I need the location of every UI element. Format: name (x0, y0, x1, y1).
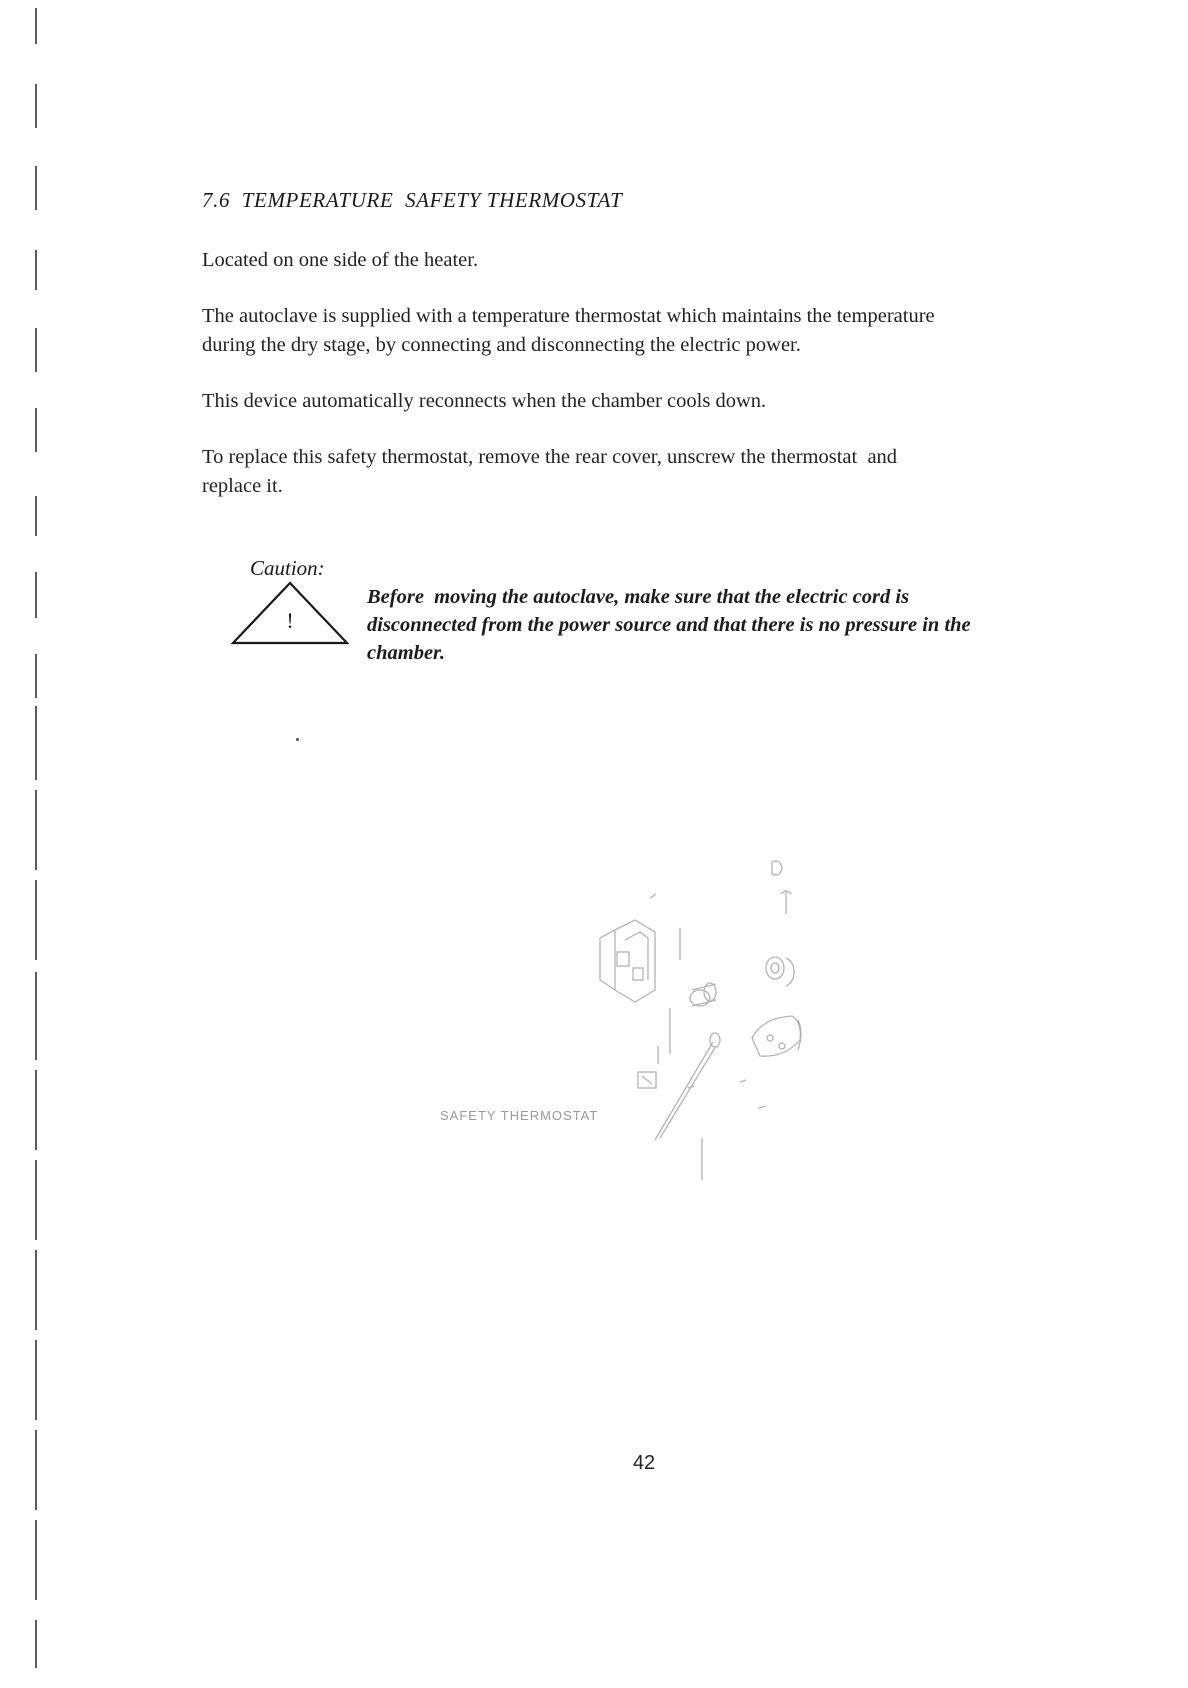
caution-label: Caution: (250, 556, 325, 580)
caution-line: Before moving the autoclave, make sure that the electric cord is (367, 586, 910, 608)
section-title: 7.6 TEMPERATURE SAFETY THERMOSTAT (202, 188, 623, 212)
paragraph-thermostat-function (202, 302, 935, 360)
caution-message (367, 583, 971, 667)
caution-line: chamber. (367, 642, 446, 664)
paragraph-line: replace it. (202, 475, 283, 497)
paragraph-heater-location (202, 246, 478, 275)
thermostat-exploded-diagram (420, 820, 850, 1200)
paragraph-auto-reconnect (202, 387, 766, 416)
figure-label: SAFETY THERMOSTAT (440, 1108, 599, 1123)
binding-marks (34, 0, 38, 1688)
paragraph-line: The autoclave is supplied with a temperature thermostat which maintains the temperature (202, 305, 935, 327)
paragraph-line: To replace this safety thermostat, remove the rear cover, unscrew the thermostat and (202, 446, 898, 468)
caution-line: disconnected from the power source and that there is no pressure in the (367, 614, 971, 636)
warning-exclamation: ! (286, 608, 294, 633)
scan-speck (296, 738, 299, 741)
warning-triangle-icon (230, 580, 350, 646)
paragraph-replacement (202, 443, 897, 501)
paragraph-line: This device automatically reconnects when the chamber cools down. (202, 390, 767, 412)
paragraph-line: during the dry stage, by connecting and disconnecting the electric power. (202, 334, 801, 356)
page-number: 42 (632, 1452, 656, 1474)
paragraph-line: Located on one side of the heater. (202, 249, 479, 271)
